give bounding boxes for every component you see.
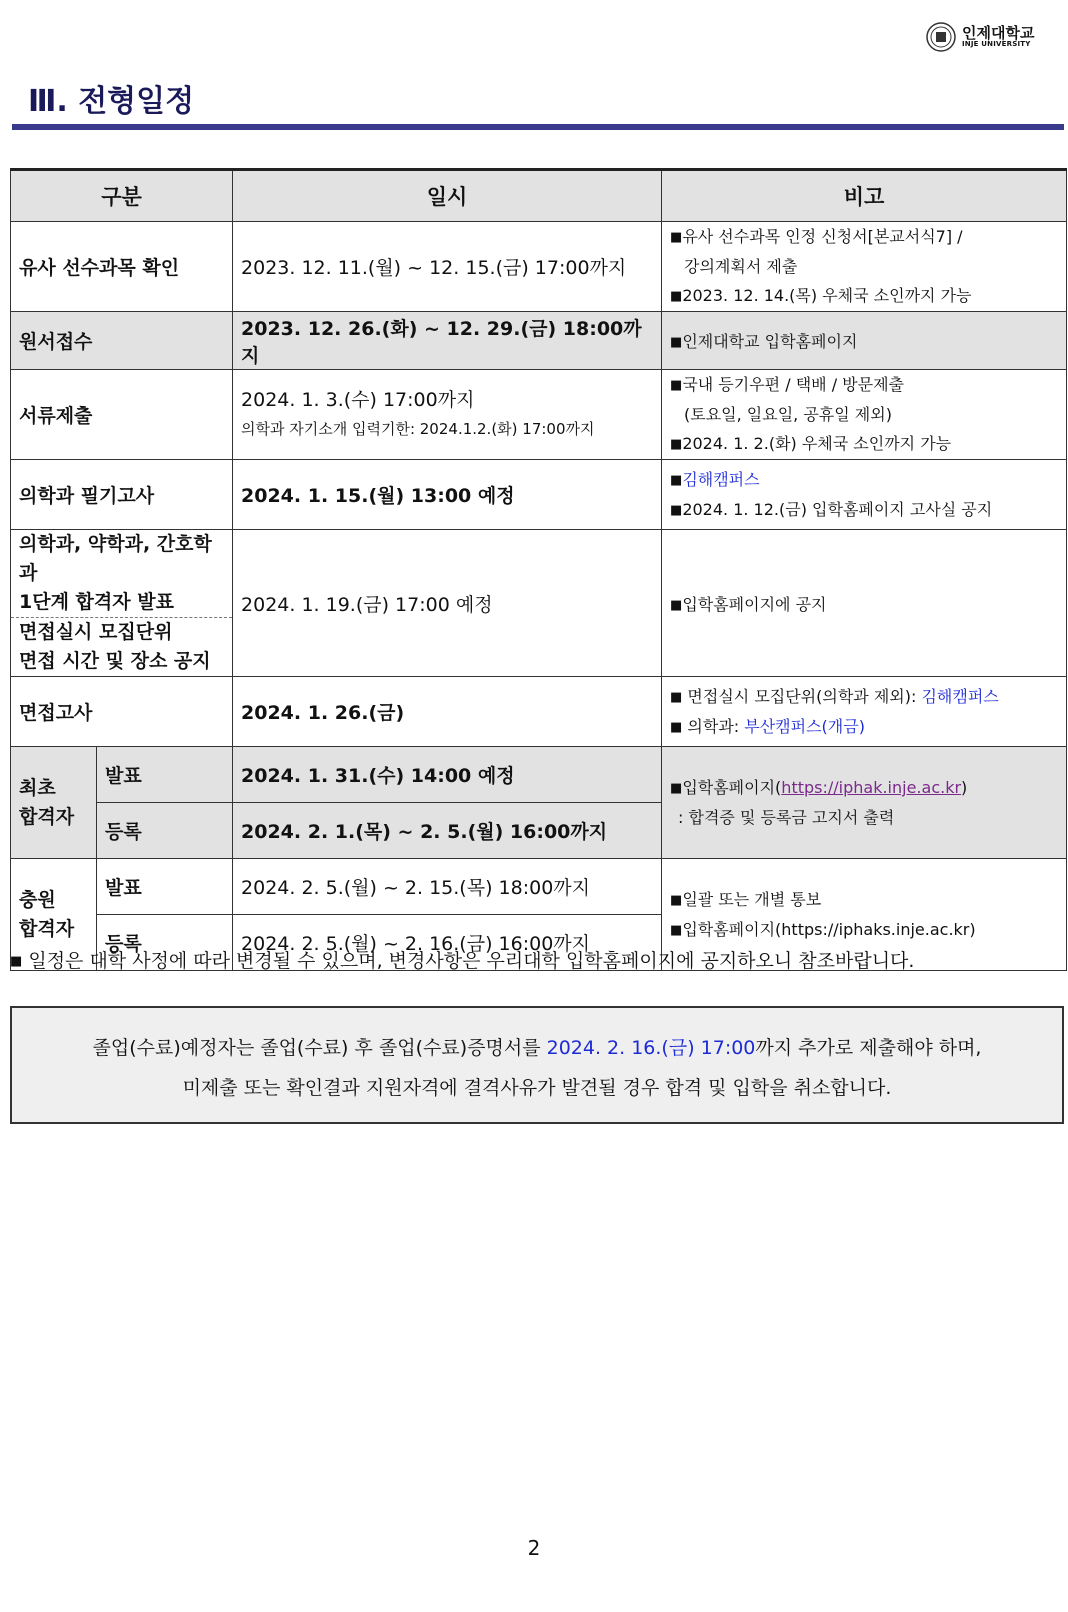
square-bullet-icon: ■ [670, 289, 683, 304]
row-label: 원서접수 [11, 312, 233, 370]
row-note: ■일괄 또는 개별 통보 ■입학홈페이지(https://iphaks.inje.ac.kr) [662, 859, 1067, 971]
square-bullet-icon: ■ [670, 781, 683, 796]
university-logo [926, 20, 1038, 54]
square-bullet-icon: ■ [670, 597, 683, 613]
title-rule [12, 124, 1064, 130]
row-note: ■국내 등기우편 / 택배 / 방문제출 (토요일, 일요일, 공휴일 제외) ■2024. 1. 2.(화) 우체국 소인까지 가능 [662, 370, 1067, 460]
row-group-label: 최초 합격자 [11, 747, 97, 859]
logo-name: 인제대학교 [962, 24, 1035, 42]
row-note: ■유사 선수과목 인정 신청서[본교서식7] / 강의계획서 제출 ■2023. 12. 14.(목) 우체국 소인까지 가능 [662, 222, 1067, 312]
row-label: 의학과, 약학과, 간호학과 1단계 합격자 발표 면접실시 모집단위 면접 시간 및 장소 공지 [11, 530, 233, 677]
row-date: 2024. 2. 1.(목) ~ 2. 5.(월) 16:00까지 [233, 803, 662, 859]
table-row [11, 460, 1067, 530]
row-date: 2024. 1. 26.(금) [233, 677, 662, 747]
footnote: ■ 일정은 대학 사정에 따라 변경될 수 있으며, 변경사항은 우리대학 입학홈페이지에 공지하오니 참조바랍니다. [10, 950, 915, 972]
table-row [11, 312, 1067, 370]
row-date: 2024. 1. 15.(월) 13:00 예정 [233, 460, 662, 530]
square-bullet-icon: ■ [670, 437, 683, 452]
row-date: 2024. 1. 19.(금) 17:00 예정 [233, 530, 662, 677]
row-note: ■입학홈페이지(https://iphak.inje.ac.kr) : 합격증 및 등록금 고지서 출력 [662, 747, 1067, 859]
row-sub-label: 등록 [97, 803, 233, 859]
header-category: 구분 [11, 170, 233, 222]
university-seal-icon [926, 22, 956, 52]
square-bullet-icon: ■ [670, 719, 683, 735]
table-row [11, 747, 1067, 803]
row-sub-label: 발표 [97, 859, 233, 915]
row-note: ■입학홈페이지에 공지 [662, 530, 1067, 677]
row-sub-label: 등록 [97, 915, 233, 971]
row-label: 서류제출 [11, 370, 233, 460]
row-date: 2024. 2. 5.(월) ~ 2. 15.(목) 18:00까지 [233, 859, 662, 915]
square-bullet-icon: ■ [670, 892, 683, 908]
row-date: 2024. 1. 31.(수) 14:00 예정 [233, 747, 662, 803]
notice-line-2: 미제출 또는 확인결과 지원자격에 결격사유가 발견될 경우 합격 및 입학을 취소합니다. [182, 1077, 892, 1099]
row-note: ■김해캠퍼스 ■2024. 1. 12.(금) 입학홈페이지 고사실 공지 [662, 460, 1067, 530]
section-title: Ⅲ. 전형일정 [28, 84, 195, 119]
row-date: 2024. 2. 5.(월) ~ 2. 16.(금) 16:00까지 [233, 915, 662, 971]
square-bullet-icon: ■ [670, 378, 683, 393]
page-number: 2 [527, 1536, 541, 1560]
square-bullet-icon: ■ [670, 335, 683, 350]
square-bullet-icon: ■ [670, 689, 683, 705]
row-date: 2024. 1. 3.(수) 17:00까지 의학과 자기소개 입력기한: 2024.1.2.(화) 17:00까지 [233, 370, 662, 460]
admission-link[interactable]: https://iphak.inje.ac.kr [781, 778, 962, 797]
row-sub-label: 발표 [97, 747, 233, 803]
header-date: 일시 [233, 170, 662, 222]
table-row [11, 370, 1067, 460]
row-note: ■인제대학교 입학홈페이지 [662, 312, 1067, 370]
table-row [11, 859, 1067, 915]
notice-line-1: 졸업(수료)예정자는 졸업(수료) 후 졸업(수료)증명서를 2024. 2. 16.(금) 17:00까지 추가로 제출해야 하며, [92, 1037, 982, 1059]
row-note: ■ 면접실시 모집단위(의학과 제외): 김해캠퍼스 ■ 의학과: 부산캠퍼스(개금) [662, 677, 1067, 747]
row-date: 2023. 12. 26.(화) ~ 12. 29.(금) 18:00까지 [233, 312, 662, 370]
row-date: 2023. 12. 11.(월) ~ 12. 15.(금) 17:00까지 [233, 222, 662, 312]
square-bullet-icon: ■ [670, 230, 683, 245]
square-bullet-icon: ■ [670, 922, 683, 938]
logo-subtitle: INJE UNIVERSITY [962, 40, 1031, 48]
row-label: 의학과 필기고사 [11, 460, 233, 530]
schedule-table [10, 168, 1067, 971]
table-row [11, 530, 1067, 677]
table-row [11, 677, 1067, 747]
square-bullet-icon: ■ [670, 502, 683, 518]
table-header-row [11, 170, 1067, 222]
row-group-label: 충원 합격자 [11, 859, 97, 971]
square-bullet-icon: ■ [10, 954, 23, 969]
notice-box [10, 1006, 1064, 1124]
row-label: 유사 선수과목 확인 [11, 222, 233, 312]
square-bullet-icon: ■ [670, 472, 683, 488]
row-label: 면접고사 [11, 677, 233, 747]
header-note: 비고 [662, 170, 1067, 222]
table-row [11, 222, 1067, 312]
